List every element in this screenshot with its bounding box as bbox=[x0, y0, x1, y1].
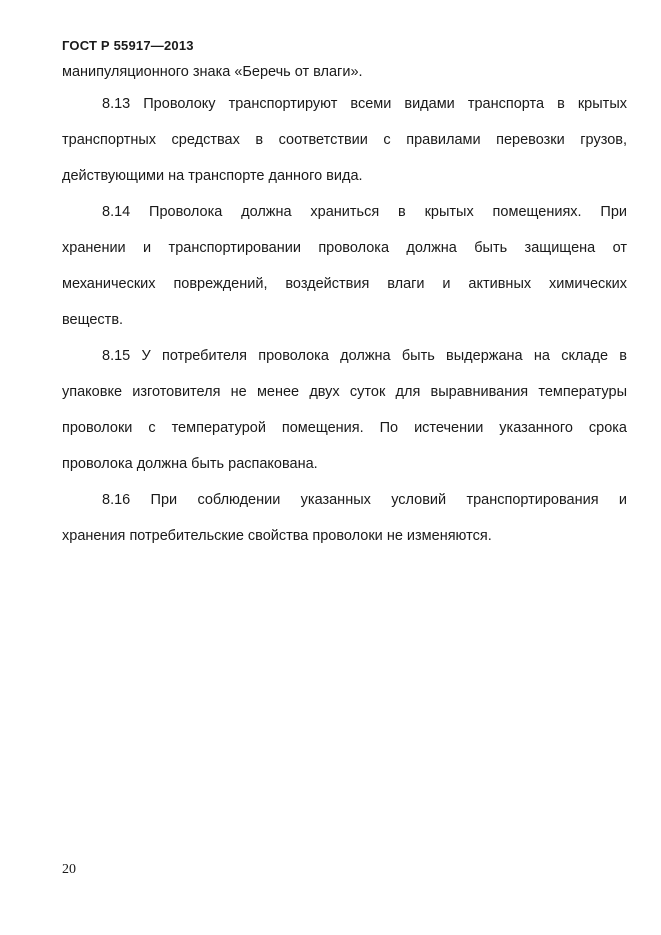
paragraph-line: упаковке изготовителя не менее двух суток для выравнивания температуры bbox=[62, 384, 627, 400]
paragraph-line: проволока должна быть распакована. bbox=[62, 456, 318, 472]
paragraph-8-14 bbox=[62, 194, 627, 338]
paragraph-line: действующими на транспорте данного вида. bbox=[62, 168, 363, 184]
paragraph-line: механических повреждений, воздействия влаги и активных химических bbox=[62, 276, 627, 292]
paragraph-line: транспортных средствах в соответствии с правилами перевозки грузов, bbox=[62, 132, 627, 148]
paragraph-8-13 bbox=[62, 86, 627, 194]
paragraph-line: хранения потребительские свойства проволоки не изменяются. bbox=[62, 528, 492, 544]
paragraph-8-16 bbox=[62, 482, 627, 554]
paragraph-line: 8.13 Проволоку транспортируют всеми видами транспорта в крытых bbox=[102, 96, 627, 112]
paragraph-8-15 bbox=[62, 338, 627, 482]
paragraph-line: 8.15 У потребителя проволока должна быть выдержана на складе в bbox=[102, 348, 627, 364]
page-number: 20 bbox=[62, 862, 76, 877]
paragraph-line: 8.14 Проволока должна храниться в крытых помещениях. При bbox=[102, 204, 627, 220]
continuation-line: манипуляционного знака «Беречь от влаги». bbox=[62, 64, 363, 80]
document-body bbox=[62, 58, 627, 554]
paragraph-line: веществ. bbox=[62, 312, 124, 328]
paragraph-line: проволоки с температурой помещения. По истечении указанного срока bbox=[62, 420, 627, 436]
paragraph-line: 8.16 При соблюдении указанных условий транспортирования и bbox=[102, 492, 627, 508]
standard-header: ГОСТ Р 55917—2013 bbox=[62, 38, 194, 53]
paragraph-line: хранении и транспортировании проволока должна быть защищена от bbox=[62, 240, 627, 256]
